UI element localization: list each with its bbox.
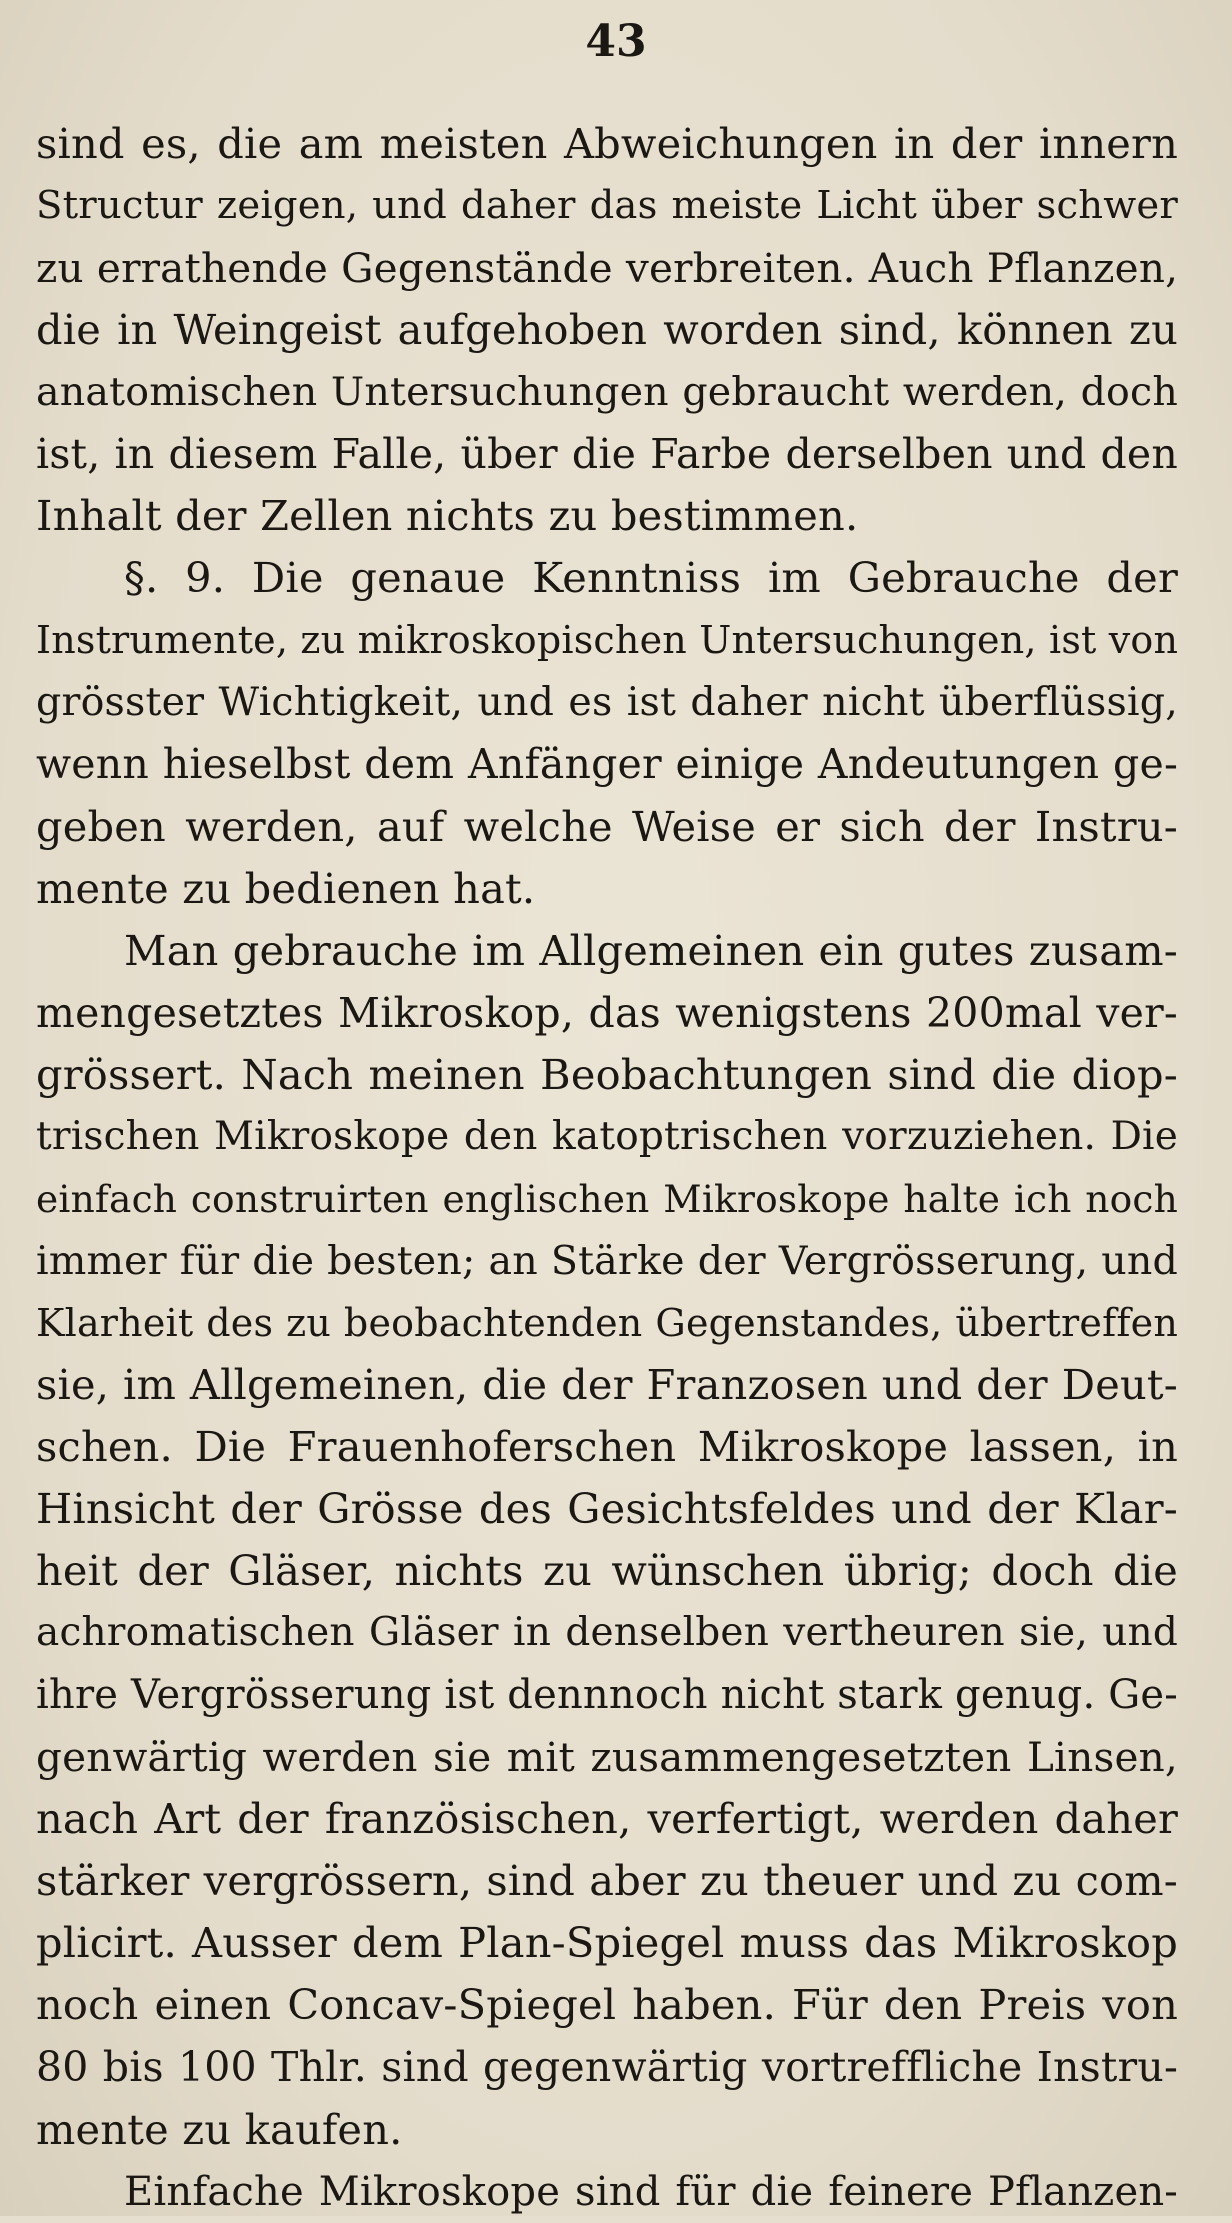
text-line: Instrumente, zu mikroskopischen Untersuchungen, ist von xyxy=(36,618,1179,663)
text-line: 80 bis 100 Thlr. sind gegenwärtig vortreffliche Instru- xyxy=(36,2043,1178,2092)
text-line: trischen Mikroskope den katoptrischen vorzuziehen. Die xyxy=(36,1113,1178,1159)
text-line: Structur zeigen, und daher das meiste Licht über schwer xyxy=(36,183,1178,229)
text-line: achromatischen Gläser in denselben vertheuren sie, und xyxy=(36,1610,1178,1656)
text-line: zu errathende Gegenstände verbreiten. Auch Pflanzen, xyxy=(36,244,1179,293)
text-line: heit der Gläser, nichts zu wünschen übrig; doch die xyxy=(36,1546,1178,1596)
body-text xyxy=(36,113,1178,2223)
text-line: schen. Die Frauenhoferschen Mikroskope lassen, in xyxy=(36,1421,1178,1471)
text-line: immer für die besten; an Stärke der Vergrösserung, und xyxy=(36,1237,1178,1284)
text-line: grösster Wichtigkeit, und es ist daher nicht überflüssig, xyxy=(36,679,1178,726)
text-line: plicirt. Ausser dem Plan-Spiegel muss das Mikroskop xyxy=(36,1918,1178,1968)
text-line: wenn hieselbst dem Anfänger einige Andeutungen ge- xyxy=(36,740,1178,789)
text-line: genwärtig werden sie mit zusammengesetzten Linsen, xyxy=(36,1733,1178,1782)
text-line: mente zu kaufen. xyxy=(36,2104,403,2154)
text-line: grössert. Nach meinen Beobachtungen sind die diop- xyxy=(36,1049,1178,1099)
text-line: sind es, die am meisten Abweichungen in der innern xyxy=(36,119,1178,168)
page-number: 43 xyxy=(585,16,647,67)
text-line: anatomischen Untersuchungen gebraucht werden, doch xyxy=(36,369,1178,416)
text-line: einfach construirten englischen Mikroskope halte ich noch xyxy=(36,1176,1178,1221)
text-line: ist, in diesem Falle, über die Farbe derselben und den xyxy=(36,430,1178,479)
text-line: Hinsicht der Grösse des Gesichtsfeldes und der Klar- xyxy=(36,1484,1178,1534)
paragraph-start-line: Einfache Mikroskope sind für die feinere Pflanzen- xyxy=(124,2168,1178,2215)
text-line: geben werden, auf welche Weise er sich der Instru- xyxy=(36,801,1178,851)
text-line: sie, im Allgemeinen, die der Franzosen und der Deut- xyxy=(36,1359,1178,1409)
text-line: stärker vergrössern, sind aber zu theuer und zu com- xyxy=(36,1856,1178,1906)
text-line: mente zu bedienen hat. xyxy=(36,863,536,913)
text-line: Inhalt der Zellen nichts zu bestimmen. xyxy=(36,491,859,541)
paragraph-start-line: Man gebrauche im Allgemeinen ein gutes zusam- xyxy=(124,925,1178,975)
text-line: noch einen Concav-Spiegel haben. Für den Preis von xyxy=(36,1980,1178,2030)
text-line: ihre Vergrösserung ist dennnoch nicht stark genug. Ge- xyxy=(36,1672,1179,1719)
text-line: mengesetztes Mikroskop, das wenigstens 200mal ver- xyxy=(36,988,1178,1037)
text-line: nach Art der französischen, verfertigt, werden daher xyxy=(36,1794,1178,1844)
text-line: Klarheit des zu beobachtenden Gegenstandes, übertreffen xyxy=(36,1300,1178,1345)
section-heading-line: §. 9. Die genaue Kenntniss im Gebrauche der xyxy=(124,553,1178,603)
text-line: die in Weingeist aufgehoben worden sind, können zu xyxy=(36,305,1178,355)
